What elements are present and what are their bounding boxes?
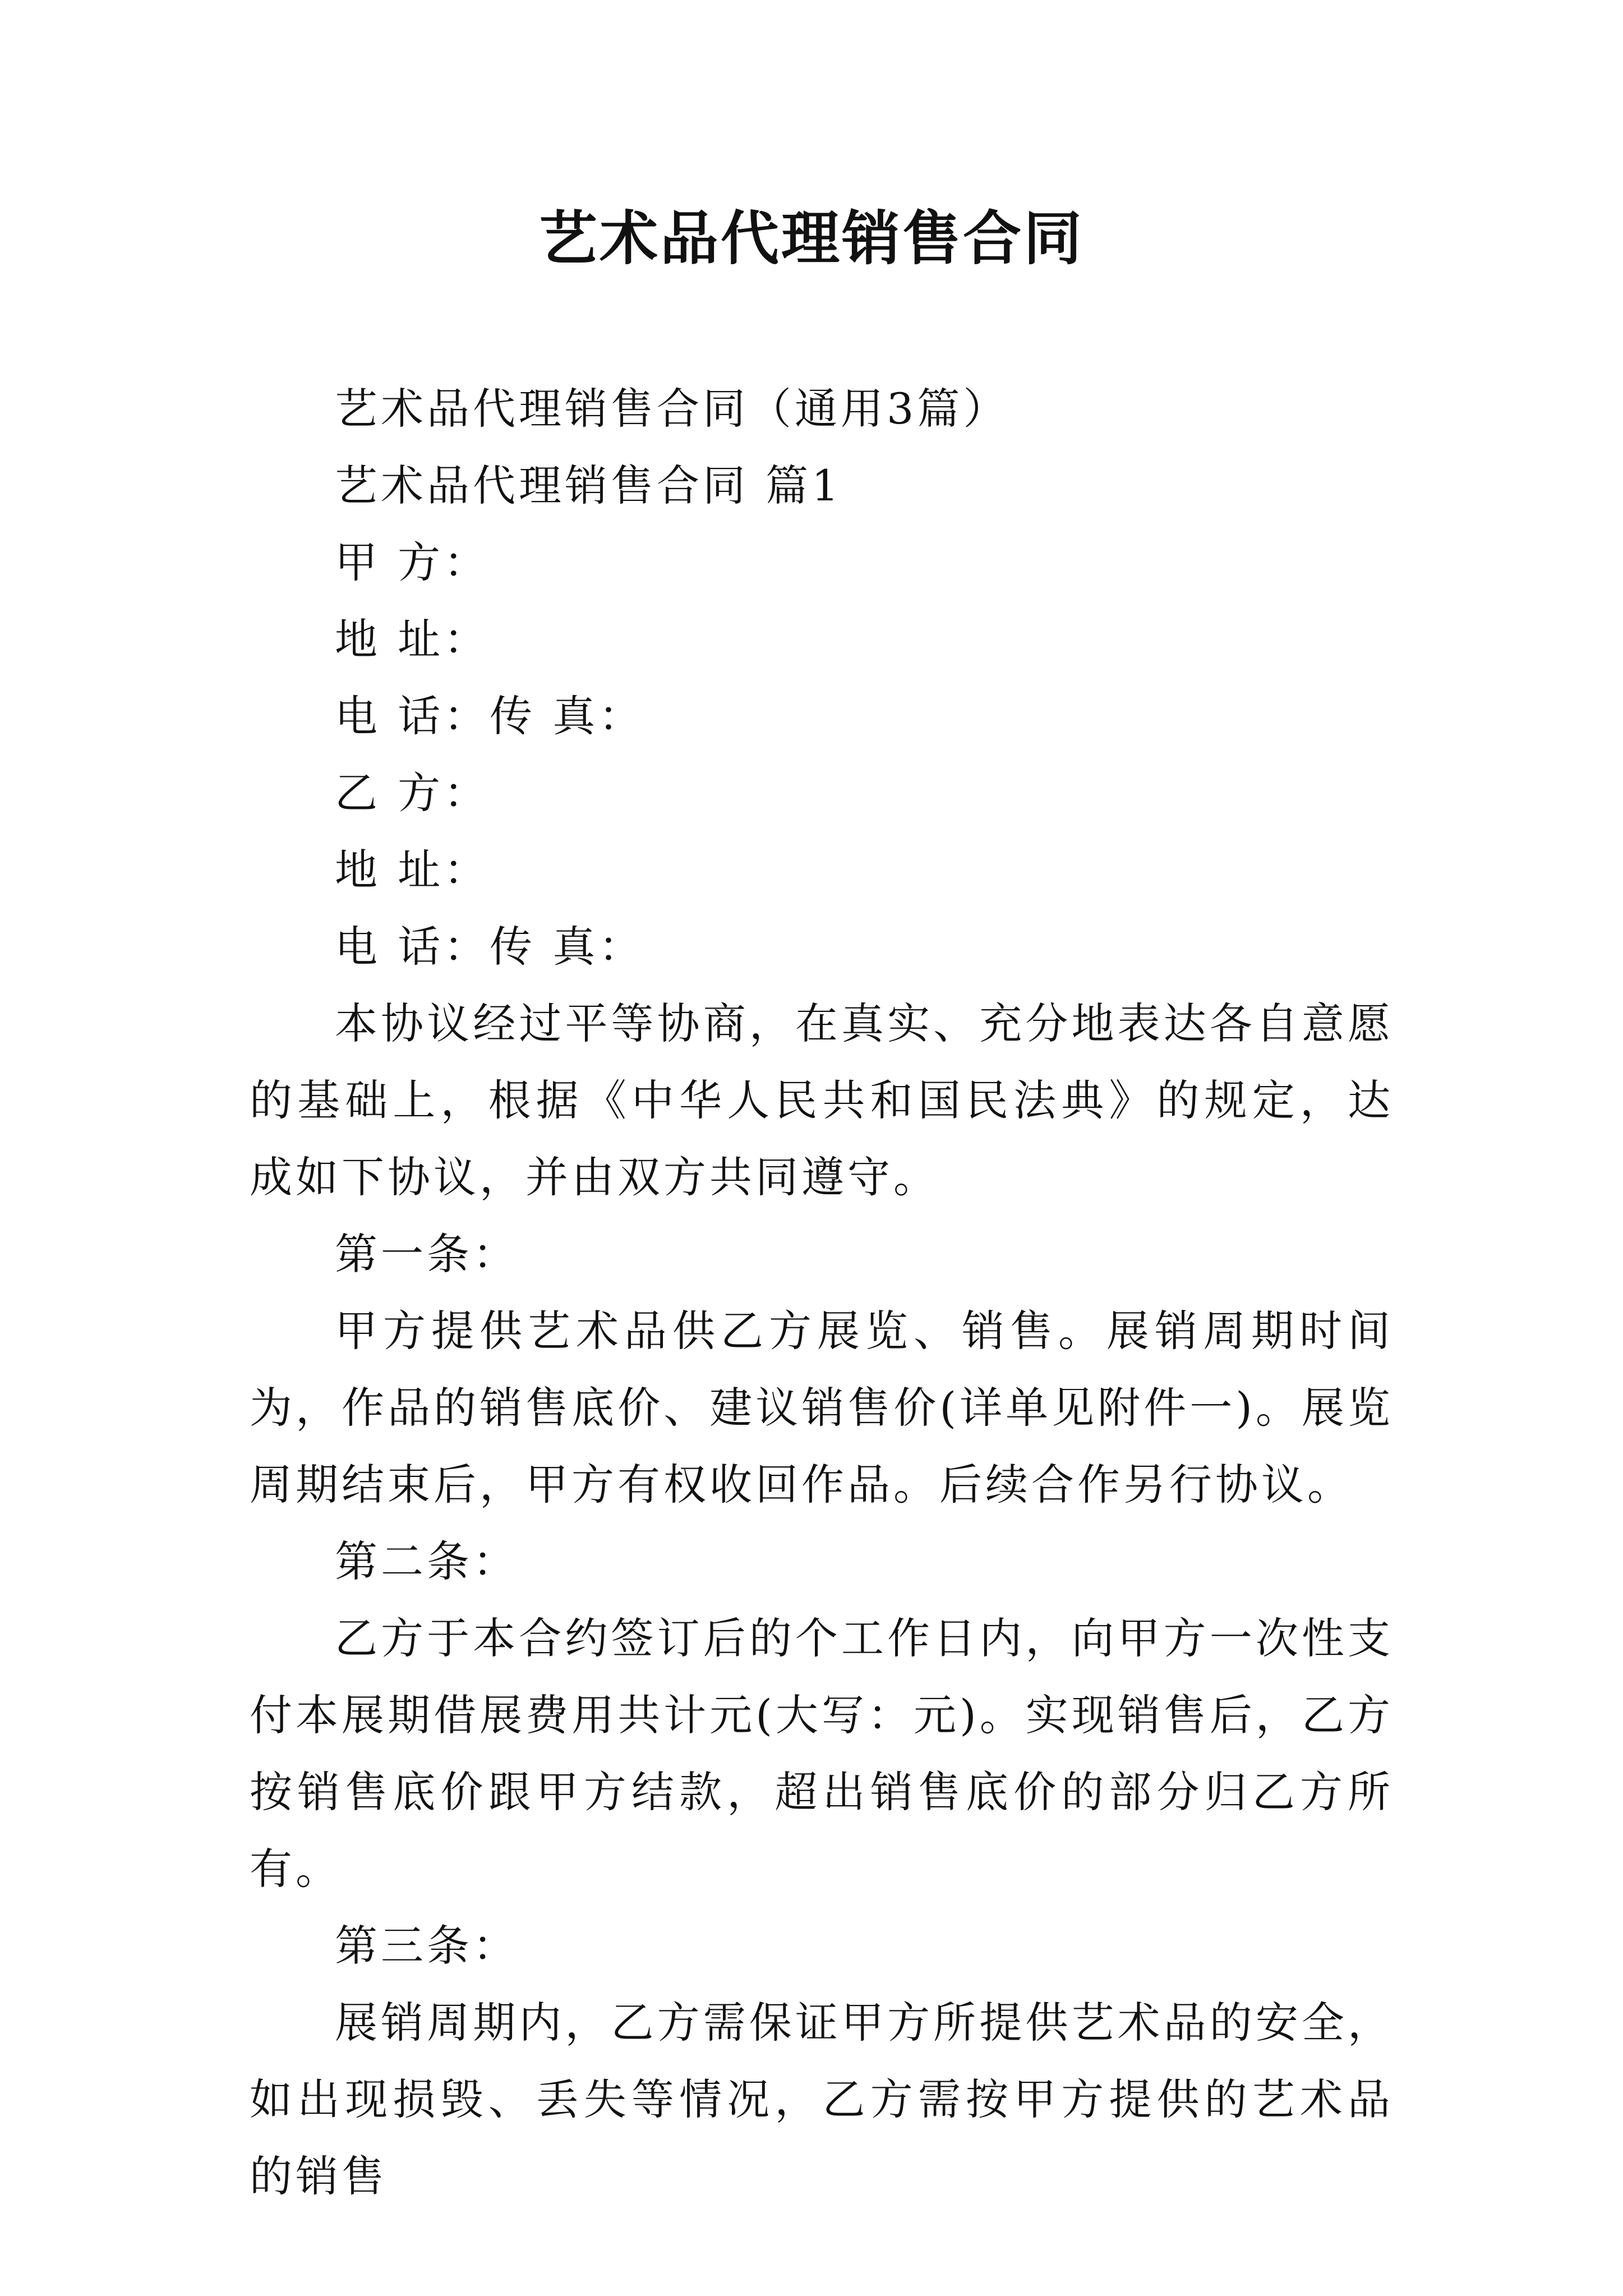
paragraph-subtitle: 艺术品代理销售合同（通用3篇） [335, 384, 1009, 434]
document-title: 艺术品代理销售合同 [538, 204, 1084, 273]
field-phone-fax-b: 电 话：传 真： [335, 922, 645, 972]
article-3-heading: 第三条： [335, 1921, 519, 1971]
article-3-text: 展销周期内，乙方需保证甲方所提供艺术品的安全，如出现损毁、丢失等情况，乙方需按甲方提供的艺术品的销售 [250, 1998, 1394, 2201]
paragraph-section-heading: 艺术品代理销售合同 篇1 [335, 461, 842, 510]
field-party-b: 乙 方： [335, 768, 490, 818]
document-body [250, 370, 1394, 2215]
field-address-b: 地 址： [335, 845, 490, 895]
article-1-text: 甲方提供艺术品供乙方展览、销售。展销周期时间为，作品的销售底价、建议销售价(详单见附件一)。展览周期结束后，甲方有权收回作品。后续合作另行协议。 [250, 1306, 1394, 1510]
article-2-heading: 第二条： [335, 1536, 519, 1586]
field-phone-fax-a: 电 话：传 真： [335, 691, 645, 741]
paragraph-preamble: 本协议经过平等协商，在真实、充分地表达各自意愿的基础上，根据《中华人民共和国民法典》的规定，达成如下协议，并由双方共同遵守。 [250, 999, 1394, 1202]
field-party-a: 甲 方： [335, 537, 490, 587]
article-2-text: 乙方于本合约签订后的个工作日内，向甲方一次性支付本展期借展费用共计元(大写：元)。实现销售后，乙方按销售底价跟甲方结款，超出销售底价的部分归乙方所有。 [250, 1613, 1394, 1894]
article-1-heading: 第一条： [335, 1229, 519, 1279]
field-address-a: 地 址： [335, 614, 490, 664]
